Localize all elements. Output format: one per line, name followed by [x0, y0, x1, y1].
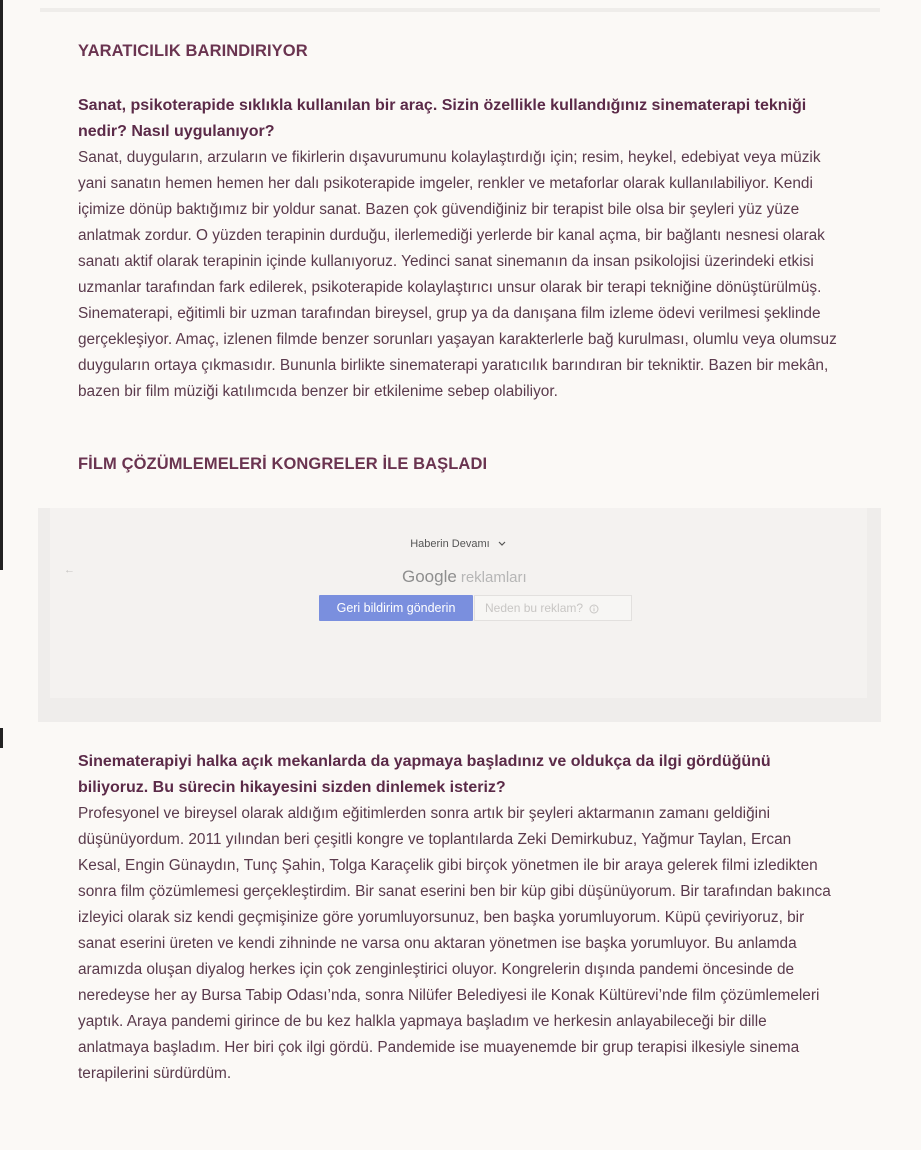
interview-question: Sanat, psikoterapide sıklıkla kullanılan bir araç. Sizin özellikle kullandığınız sinematerapi tekniği nedir? Nasıl uygulanıyor? — [78, 97, 807, 140]
chevron-down-icon — [493, 538, 507, 550]
left-edge-mark — [0, 0, 3, 570]
section-heading: FİLM ÇÖZÜMLEMELERİ KONGRELER İLE BAŞLADI — [78, 455, 488, 473]
send-feedback-button[interactable]: Geri bildirim gönderin — [319, 595, 473, 621]
interview-answer: Profesyonel ve bireysel olarak aldığım eğitimlerden sonra artık bir şeyleri aktarmanın zamanı geldiğini düşünüyordum. 2011 yılından beri çeşitli kongre ve toplantılarda Zeki Demirkubuz, Yağmur Taylan, Ercan Kesal, Engin Günaydın, Tunç Şahin, Tolga Karaçelik gibi birçok yönetmen ile bir araya gelerek filmi izledikten sonra film çözümlemesi gerçekleştirdim. Bir sanat eserini ben bir küp gibi düşünüyorum. Bir tarafından bakınca izleyici olarak siz kendi geçmişinize göre yorumluyorsunuz, ben başka yorumluyorum. Küpü çeviriyoruz, bir sanat eserini üreten ve kendi zihninde ne varsa onu aktaran yönetmen ise başka yorumluyor. Bu anlamda aramızda oluşan diyalog herkes için çok zenginleştirici oluyor. Kongrelerin dışında pandemi öncesinde de neredeyse her ay Bursa Tabip Odası’nda, sonra Nilüfer Belediyesi ile Konak Kültürevi’nde film çözümlemeleri yaptık. Araya pandemi girince de bu kez halkla yapmaya başladım ve herkesin anlayabileceği bir dille anlatmaya başladım. Her biri çok ilgi gördü. Pandemide ise muayenemde bir grup terapisi ilkesiyle sinema terapilerini sürdürdüm. — [78, 805, 831, 1082]
why-this-ad-label: Neden bu reklam? — [485, 601, 584, 615]
interview-answer: Sanat, duyguların, arzuların ve fikirlerin dışavurumunu kolaylaştırdığı için; resim, heykel, edebiyat veya müzik yani sanatın hemen hemen her dalı psikoterapide imgeler, renkler ve metaforlar olarak kullanılabiliyor. Kendi içimize dönüp baktığımız bir yoldur sanat. Bazen çok güvendiğiniz bir terapist bile olsa bir şeyleri yüz yüze anlatmak zordur. O yüzden terapinin durduğu, ilerlemediği yerlerde bir kanal açma, bir bağlantı nesnesi olarak sanatı aktif olarak terapinin içinde kullanıyoruz. Yedinci sanat sinemanın da insan psikolojisi üzerindeki etkisi uzmanlar tarafından fark edilerek, psikoterapide kolaylaştırıcı unsur olarak bir terapi tekniğine dönüştürülmüş. Sinematerapi, eğitimli bir uzman tarafından bireysel, grup ya da danışana film izleme ödevi verilmesi şeklinde gerçekleşiyor. Amaç, izlenen filmde benzer sorunları yaşayan karakterlerle bağ kurulması, olumlu veya olumsuz duyguların ortaya çıkmasıdır. Bununla birlikte sinematerapi yaratıcılık barındıran bir tekniktir. Bazen bir mekân, bazen bir film müziği katılımcıda benzer bir etkilenime sebep olabiliyor. — [78, 149, 837, 400]
read-more-label: Haberin Devamı — [410, 538, 490, 550]
google-ads-label — [402, 567, 527, 587]
why-this-ad-button[interactable] — [474, 595, 632, 621]
ad-panel — [50, 508, 867, 698]
ads-label: reklamları — [460, 569, 527, 586]
top-divider — [40, 8, 880, 12]
ad-container — [38, 508, 881, 722]
left-edge-mark — [0, 728, 3, 748]
interview-question: Sinematerapiyi halka açık mekanlarda da yapmaya başladınız ve oldukça da ilgi gördüğünü biliyoruz. Bu sürecin hikayesini sizden dinlemek isteriz? — [78, 753, 771, 796]
section-heading: YARATICILIK BARINDIRIYOR — [78, 42, 308, 60]
read-more-toggle[interactable] — [50, 538, 867, 550]
info-icon — [586, 601, 599, 615]
google-logo-text: Google — [402, 567, 457, 586]
back-arrow-icon[interactable]: ← — [64, 564, 75, 576]
